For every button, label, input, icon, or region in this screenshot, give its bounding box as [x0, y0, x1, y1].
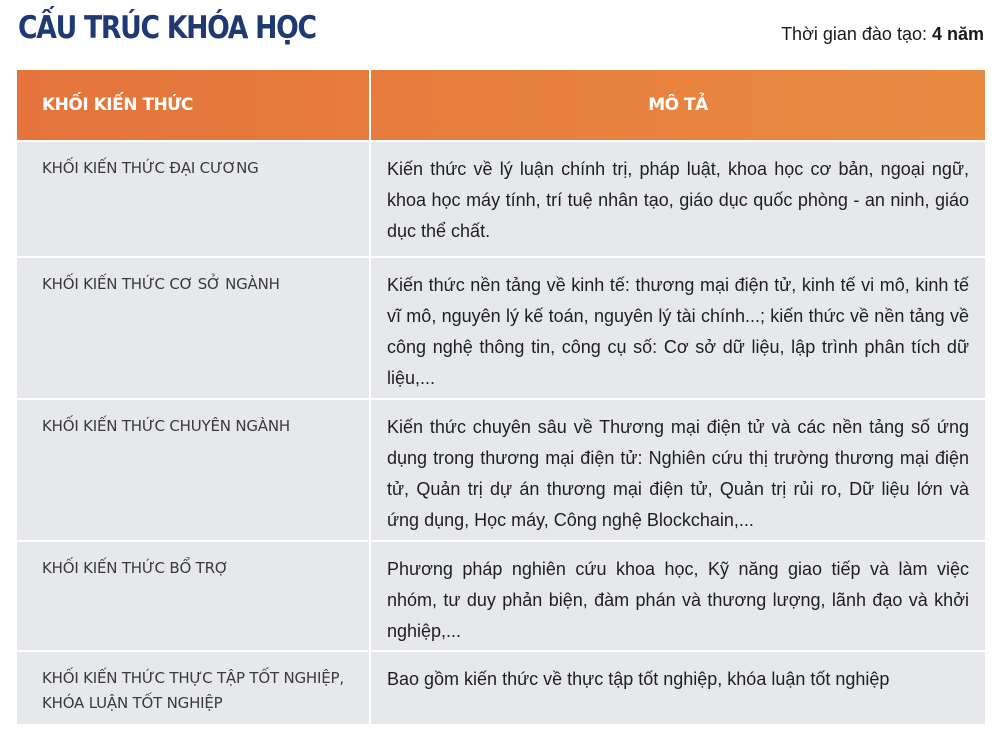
- training-duration: [781, 24, 984, 45]
- page-header: [0, 0, 1000, 68]
- knowledge-block-label: KHỐI KIẾN THỨC CƠ SỞ NGÀNH: [17, 258, 371, 398]
- table-row: [17, 140, 985, 256]
- knowledge-block-description: Kiến thức nền tảng về kinh tế: thương mại điện tử, kinh tế vi mô, kinh tế vĩ mô, nguyên lý kế toán, nguyên lý tài chính...; kiến thức về nền tảng về công nghệ thông tin, công cụ số: Cơ sở dữ liệu, lập trình phân tích dữ liệu,...: [387, 275, 969, 388]
- column-header-knowledge-block: KHỐI KIẾN THỨC: [17, 70, 371, 140]
- table-row: [17, 650, 985, 724]
- knowledge-block-label: KHỐI KIẾN THỨC BỔ TRỢ: [17, 542, 371, 650]
- knowledge-block-description: Phương pháp nghiên cứu khoa học, Kỹ năng giao tiếp và làm việc nhóm, tư duy phản biện, đàm phán và thương lượng, lãnh đạo và khởi nghiệp,...: [387, 559, 969, 641]
- course-structure-table: [17, 70, 985, 724]
- knowledge-block-description: Kiến thức chuyên sâu về Thương mại điện tử và các nền tảng số ứng dụng trong thương mại điện tử: Nghiên cứu thị trường thương mại điện tử, Quản trị dự án thương mại điện tử, Quản trị rủi ro, Dữ liệu lớn và ứng dụng, Học máy, Công nghệ Blockchain,...: [387, 417, 969, 530]
- knowledge-block-description: Bao gồm kiến thức về thực tập tốt nghiệp, khóa luận tốt nghiệp: [387, 669, 890, 689]
- duration-value: 4 năm: [931, 24, 984, 44]
- column-header-description: MÔ TẢ: [648, 95, 708, 115]
- table-row: [17, 256, 985, 398]
- table-row: [17, 540, 985, 650]
- knowledge-block-label: KHỐI KIẾN THỨC THỰC TẬP TỐT NGHIỆP, KHÓA LUẬN TỐT NGHIỆP: [17, 652, 371, 724]
- duration-label: Thời gian đào tạo:: [781, 24, 932, 44]
- page-title: CẤU TRÚC KHÓA HỌC: [18, 10, 316, 46]
- knowledge-block-label: KHỐI KIẾN THỨC ĐẠI CƯƠNG: [17, 142, 371, 256]
- table-header: [17, 70, 985, 140]
- knowledge-block-label: KHỐI KIẾN THỨC CHUYÊN NGÀNH: [17, 400, 371, 540]
- knowledge-block-description: Kiến thức về lý luận chính trị, pháp luật, khoa học cơ bản, ngoại ngữ, khoa học máy tính, trí tuệ nhân tạo, giáo dục quốc phòng - an ninh, giáo dục thể chất.: [387, 159, 969, 241]
- table-row: [17, 398, 985, 540]
